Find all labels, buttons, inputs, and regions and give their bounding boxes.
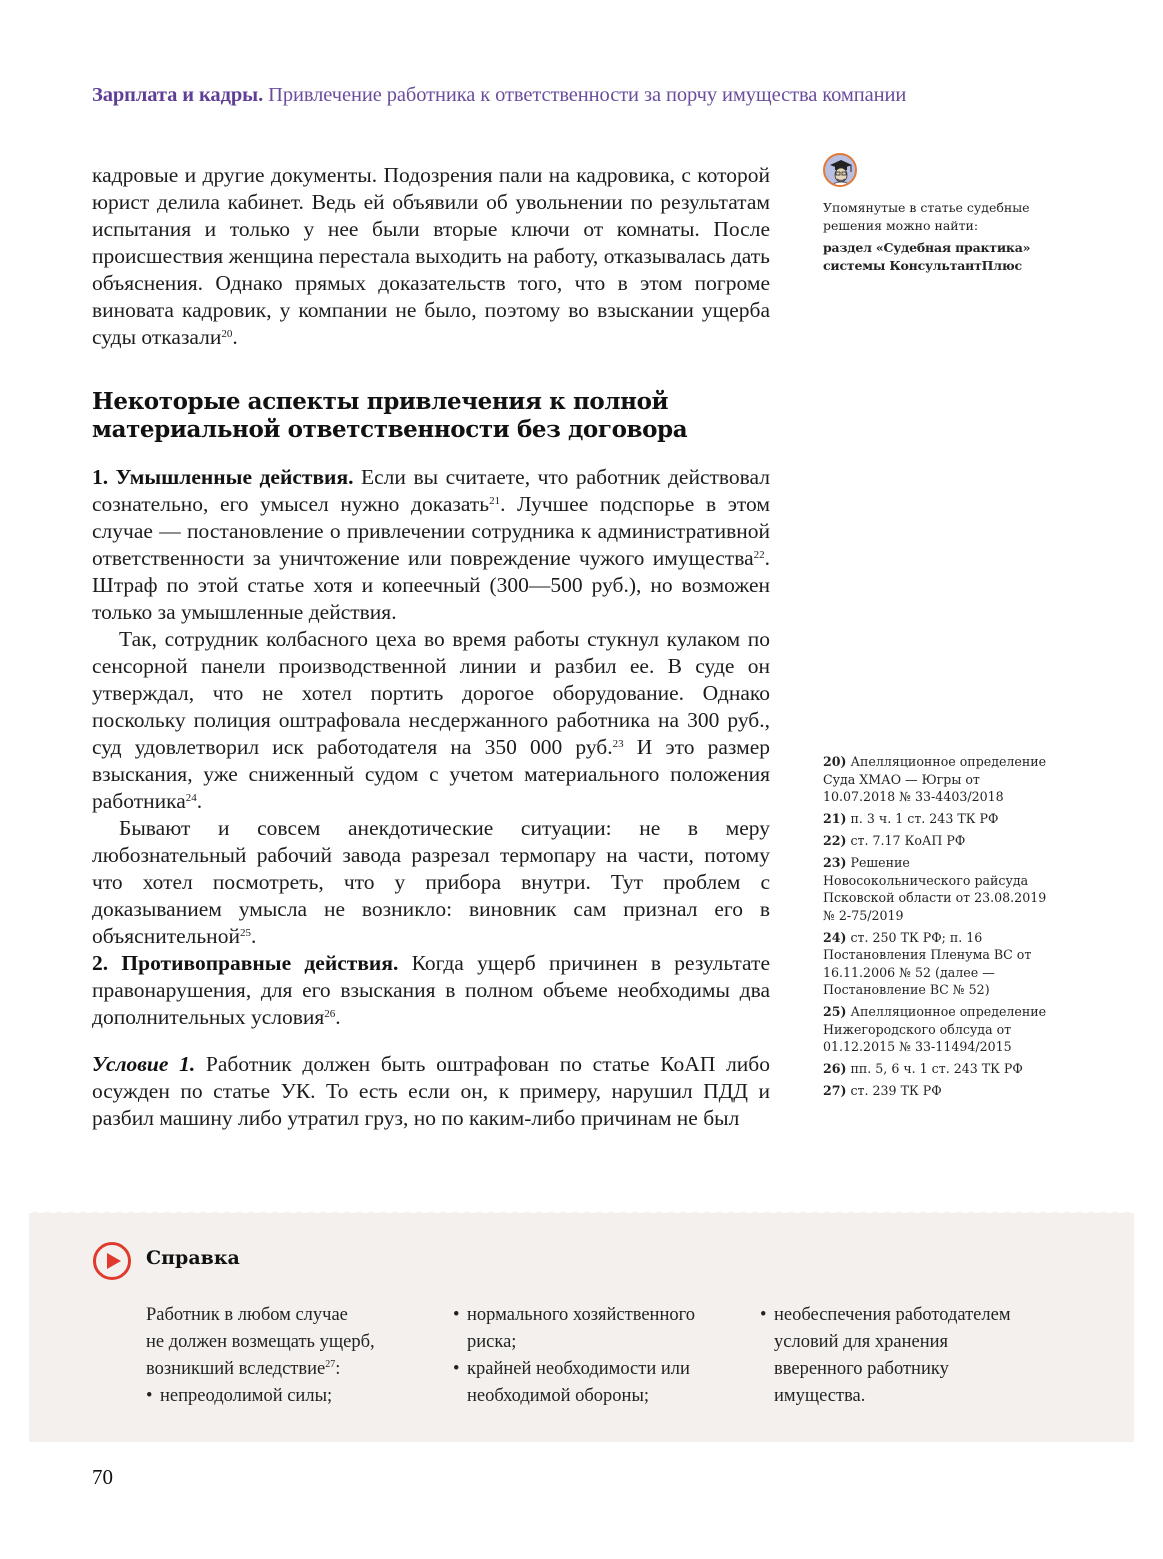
- scalloped-edge: [29, 1209, 1134, 1217]
- footnote-item: 26) пп. 5, 6 ч. 1 ст. 243 ТК РФ: [823, 1061, 1023, 1076]
- section-heading: Некоторые аспекты привлечения к полной материальной ответственности без договора: [92, 388, 688, 443]
- footnote-item: 24) ст. 250 ТК РФ; п. 16 Постановления Пленума ВС от 16.11.2006 № 52 (далее — Постановление ВС № 52): [823, 929, 1032, 997]
- example-2-paragraph: Бывают и совсем анекдотические ситуации: не в меру любознательный рабочий завода разрезал термопару на части, потому что хотел посмотреть, что у прибора внутри. Тут проблем с доказыванием умысла не возникло: виновник сам признал его в объяснительной$^{25}$.: [92, 816, 770, 948]
- point-1-paragraph: 1. Умышленные действия. Если вы считаете, что работник действовал сознательно, его умысел нужно доказать$^{21}$. Лучшее подспорье в этом случае — постановление о привлечении сотрудника к административной ответственности за уничтожение или повреждение чужого имущества$^{22}$. Штраф по этой статье хотя и копеечный (300—500 руб.), но возможен только за умышленные действия.: [92, 465, 770, 624]
- footnote-ref[interactable]: 25: [239, 927, 251, 939]
- play-circle-icon: [92, 1241, 132, 1281]
- sidebar-note: [823, 199, 1048, 275]
- footnote-ref[interactable]: 20: [221, 328, 233, 340]
- bullet-item: • крайней необходимости или необходимой обороны;: [453, 1356, 723, 1410]
- article-title: Привлечение работника к ответственности за порчу имущества компании: [268, 84, 907, 106]
- point-1-lead: 1. Умышленные действия.: [92, 465, 354, 489]
- footnote-item: 25) Апелляционное определение Нижегородского облсуда от 01.12.2015 № 33-11494/2015: [823, 1004, 1047, 1054]
- footnote-item: 20) Апелляционное определение Суда ХМАО — Югры от 10.07.2018 № 33-4403/2018: [823, 754, 1047, 804]
- footnote-ref[interactable]: 27: [325, 1359, 336, 1370]
- infobox-column-1: Работник в любом случае не должен возмещать ущерб, возникший вследствие$^{27}$: • непреодолимой силы;: [146, 1302, 426, 1410]
- footnote-ref[interactable]: 21: [489, 495, 501, 507]
- bullet-item: • непреодолимой силы;: [146, 1383, 426, 1410]
- bullet-item: • необеспечения работодателем условий для хранения вверенного работнику имущества.: [760, 1302, 1030, 1410]
- infobox-column-3: [760, 1302, 1030, 1410]
- page-number: 70: [92, 1465, 113, 1489]
- infobox-column-2: [453, 1302, 723, 1410]
- section-name: Зарплата и кадры.: [92, 84, 264, 106]
- running-header: [92, 84, 906, 107]
- point-2-lead: 2. Противоправные действия.: [92, 951, 399, 975]
- footnote-ref[interactable]: 24: [185, 792, 197, 804]
- footnote-ref[interactable]: 22: [753, 549, 765, 561]
- footnote-ref[interactable]: 26: [324, 1008, 336, 1020]
- article-body: [92, 162, 770, 1132]
- footnote-item: 23) Решение Новосокольнического райсуда Псковской области от 23.08.2019 № 2-75/2019: [823, 855, 1047, 923]
- bullet-item: • нормального хозяйственного риска;: [453, 1302, 723, 1356]
- footnote-item: 22) ст. 7.17 КоАП РФ: [823, 833, 966, 848]
- footnotes: [823, 753, 1048, 1104]
- sidebar-note-source: раздел «Судебная практика» системы КонсультантПлюс: [823, 240, 1031, 273]
- footnote-ref[interactable]: 23: [612, 738, 624, 750]
- sidebar-note-text: Упомянутые в статье судебные решения можно найти:: [823, 200, 1030, 233]
- point-2-paragraph: 2. Противоправные действия. Когда ущерб причинен в результате правонарушения, для его взыскания в полном объеме необходимы два дополнительных условия$^{26}$.: [92, 951, 770, 1029]
- infobox-title: Справка: [146, 1247, 240, 1269]
- intro-paragraph: кадровые и другие документы. Подозрения пали на кадровика, с которой юрист делила кабинет. Ведь ей объявили об увольнении по результатам испытания и только у нее были вторые ключи от комнаты. После происшествия женщина перестала выходить на работу, отказывалась дать объяснения. Однако прямых доказательств того, что в этом погроме виновата кадровик, у компании не было, поэтому во взыскании ущерба суды отказали$^{20}$.: [92, 163, 770, 349]
- condition-1-paragraph: Условие 1. Работник должен быть оштрафован по статье КоАП либо осужден по статье УК. То есть если он, к примеру, нарушил ПДД и разбил машину либо утратил груз, но по каким-либо причинам не был: [92, 1052, 770, 1130]
- condition-1-lead: Условие 1.: [92, 1052, 196, 1076]
- footnote-item: 21) п. 3 ч. 1 ст. 243 ТК РФ: [823, 811, 999, 826]
- professor-avatar-icon: [823, 153, 857, 187]
- reference-infobox: [29, 1213, 1134, 1442]
- footnote-item: 27) ст. 239 ТК РФ: [823, 1083, 942, 1098]
- example-1-paragraph: Так, сотрудник колбасного цеха во время работы стукнул кулаком по сенсорной панели производственной линии и разбил ее. В суде он утверждал, что не хотел портить дорогое оборудование. Однако поскольку полиция оштрафовала несдержанного работника на 300 руб., суд удовлетворил иск работодателя на 350 000 руб.$^{23}$ И это размер взыскания, уже сниженный судом с учетом материального положения работника$^{24}$.: [92, 627, 771, 813]
